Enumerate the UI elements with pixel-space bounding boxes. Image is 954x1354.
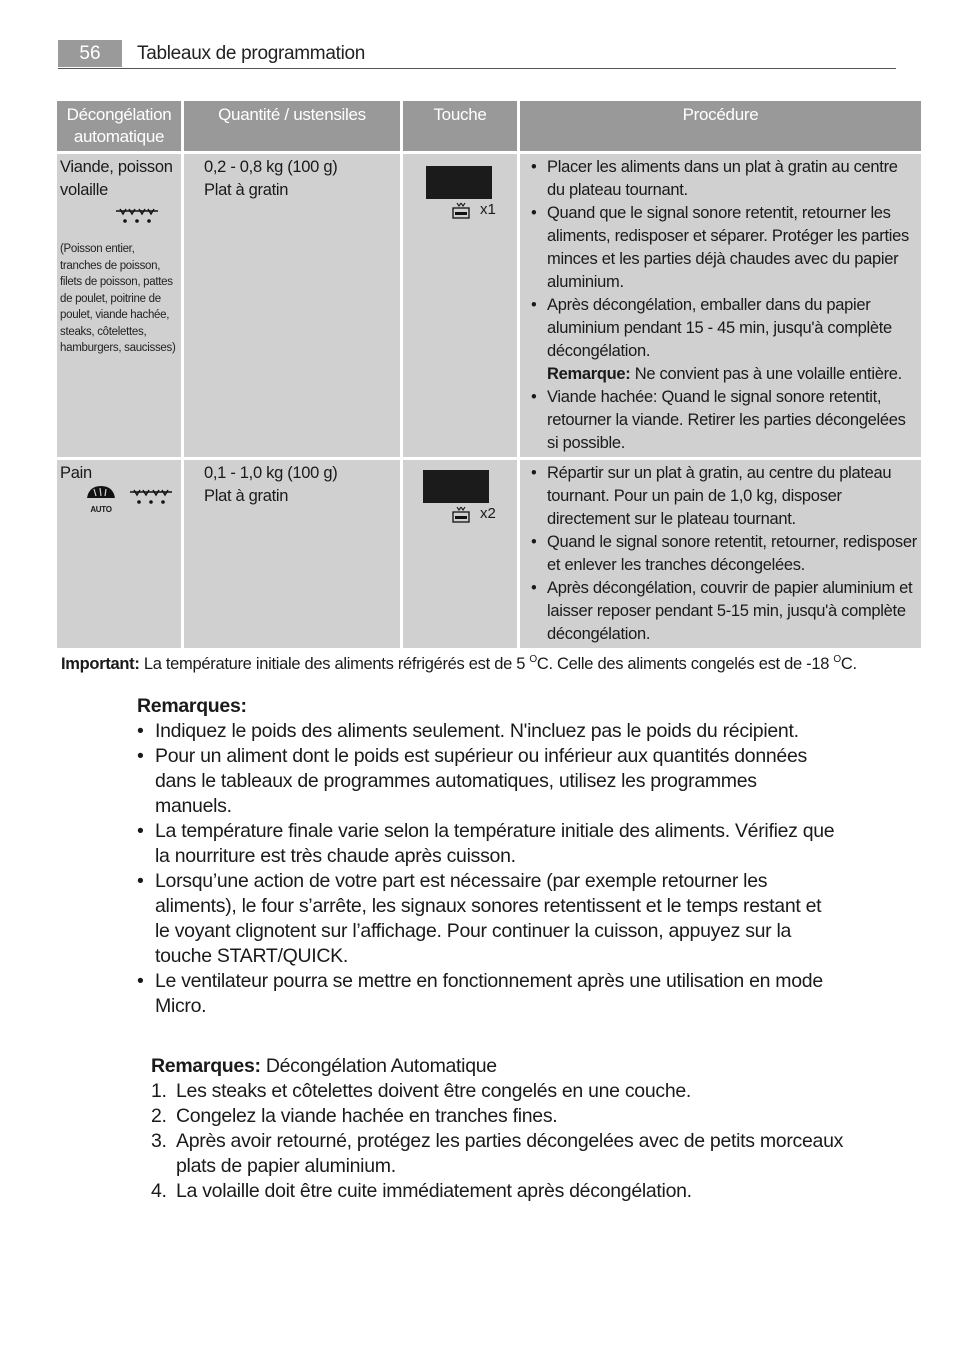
remark-item: • La température finale varie selon la température initiale des aliments. Vérifiez que la nourriture est très chaude après cuisson. xyxy=(137,819,837,869)
remarks-heading: Remarques: xyxy=(151,1055,261,1077)
item-text: Les steaks et côtelettes doivent être congelés en une couche. xyxy=(176,1080,692,1102)
header-procedure: Procédure xyxy=(520,101,921,151)
remarks-heading: Remarques: xyxy=(137,695,247,717)
key-press-count: x2 xyxy=(480,505,496,522)
procedure-cell xyxy=(520,460,921,648)
defrost-remarks-section xyxy=(151,1054,871,1204)
procedure-step: • Quand que le signal sonore retentit, retourner les aliments, redisposer et séparer. Protéger les parties minces et les parties déjà chaudes avec du papier aluminium. xyxy=(523,202,918,294)
defrost-drops-icon xyxy=(128,489,174,514)
remark-text: Ne convient pas à une volaille entière. xyxy=(630,365,902,383)
page-number: 56 xyxy=(58,40,122,67)
remark-item: • Indiquez le poids des aliments seulement. N'incluez pas le poids du récipient. xyxy=(137,719,837,744)
section-title: Tableaux de programmation xyxy=(137,43,366,64)
procedure-step: • Répartir sur un plat à gratin, au centre du plateau tournant. Pour un pain de 1,0 kg, disposer directement sur le plateau tournant. xyxy=(523,462,918,531)
important-text-b: C. Celle des aliments congelés est de -18 xyxy=(536,655,834,673)
food-note: (Poisson entier, tranches de poisson, filets de poisson, pattes de poulet, poitrine de poulet, viande hachée, steaks, côtelettes, hamburgers, saucisses) xyxy=(60,243,176,354)
header-key: Touche xyxy=(403,101,517,151)
defrost-drops-icon xyxy=(114,208,178,233)
procedure-step: • Quand le signal sonore retentit, retourner, redisposer et enlever les tranches décongelées. xyxy=(523,531,918,577)
auto-defrost-key-icon xyxy=(452,506,470,523)
auto-defrost-key-icon xyxy=(452,202,470,219)
procedure-step: • Viande hachée: Quand le signal sonore retentit, retourner la viande. Retirer les parties décongelées si possible. xyxy=(523,386,918,455)
procedure-cell xyxy=(520,154,921,457)
bread-auto-icon xyxy=(86,483,116,514)
item-number: 3. xyxy=(151,1130,167,1152)
food-name: Pain xyxy=(60,464,92,482)
procedure-remark xyxy=(523,363,918,386)
remark-item: • Pour un aliment dont le poids est supérieur ou inférieur aux quantités données dans le tableaux de programmes automatiques, utilisez les programmes manuels. xyxy=(137,744,837,819)
key-cell xyxy=(403,154,517,457)
quantity-dish: Plat à gratin xyxy=(204,181,289,199)
remark-item: • Le ventilateur pourra se mettre en fonctionnement après une utilisation en mode Micro. xyxy=(137,969,837,1019)
program-table xyxy=(54,98,924,651)
remarks-section xyxy=(137,694,837,1019)
numbered-remark xyxy=(151,1179,871,1204)
header-defrost: Décongélation automatique xyxy=(57,101,181,151)
numbered-remark xyxy=(151,1129,871,1179)
quantity-dish: Plat à gratin xyxy=(204,487,289,505)
quantity-cell xyxy=(184,154,400,457)
quantity-weight: 0,1 - 1,0 kg (100 g) xyxy=(204,464,338,482)
numbered-remark xyxy=(151,1079,871,1104)
quantity-cell xyxy=(184,460,400,648)
item-text: Congelez la viande hachée en tranches fines. xyxy=(176,1105,558,1127)
degree-sign: O xyxy=(529,654,537,665)
procedure-step: • Placer les aliments dans un plat à gratin au centre du plateau tournant. xyxy=(523,156,918,202)
remark-item: • Lorsqu’une action de votre part est nécessaire (par exemple retourner les aliments), le four s’arrête, les signaux sonores retentissent et le temps restant et le voyant clignotent sur l’affichage. Pour continuer la cuisson, appuyez sur la touche START/QUICK. xyxy=(137,869,837,969)
remark-label: Remarque: xyxy=(547,365,631,383)
important-label: Important: xyxy=(61,655,140,673)
important-note xyxy=(61,652,857,676)
display-screen xyxy=(426,166,492,199)
item-text: La volaille doit être cuite immédiatement après décongélation. xyxy=(176,1180,692,1202)
item-number: 1. xyxy=(151,1080,167,1102)
numbered-remark xyxy=(151,1104,871,1129)
procedure-step: • Après décongélation, emballer dans du papier aluminium pendant 15 - 45 min, jusqu'à complète décongélation. xyxy=(523,294,918,363)
procedure-step: • Après décongélation, couvrir de papier aluminium et laisser reposer pendant 5-15 min, jusqu'à complète décongélation. xyxy=(523,577,918,646)
remarks-subheading: Décongélation Automatique xyxy=(260,1055,497,1077)
quantity-weight: 0,2 - 0,8 kg (100 g) xyxy=(204,158,338,176)
item-number: 2. xyxy=(151,1105,167,1127)
key-cell xyxy=(403,460,517,648)
display-screen xyxy=(423,470,489,503)
key-press-count: x1 xyxy=(480,201,496,218)
header-quantity: Quantité / ustensiles xyxy=(184,101,400,151)
table-header-row xyxy=(57,101,921,151)
important-text-a: La température initiale des aliments réfrigérés est de 5 xyxy=(139,655,530,673)
food-name: Viande, poisson volaille xyxy=(60,158,173,199)
degree-sign: O xyxy=(833,654,841,665)
table-row xyxy=(57,154,921,457)
header-rule xyxy=(58,68,896,69)
table-row xyxy=(57,460,921,648)
food-cell xyxy=(57,154,181,457)
item-text: Après avoir retourné, protégez les parties décongelées avec de petits morceaux plats de papier aluminium. xyxy=(176,1130,844,1177)
food-cell xyxy=(57,460,181,648)
item-number: 4. xyxy=(151,1180,167,1202)
auto-label: AUTO xyxy=(90,505,112,514)
important-text-c: C. xyxy=(840,655,857,673)
